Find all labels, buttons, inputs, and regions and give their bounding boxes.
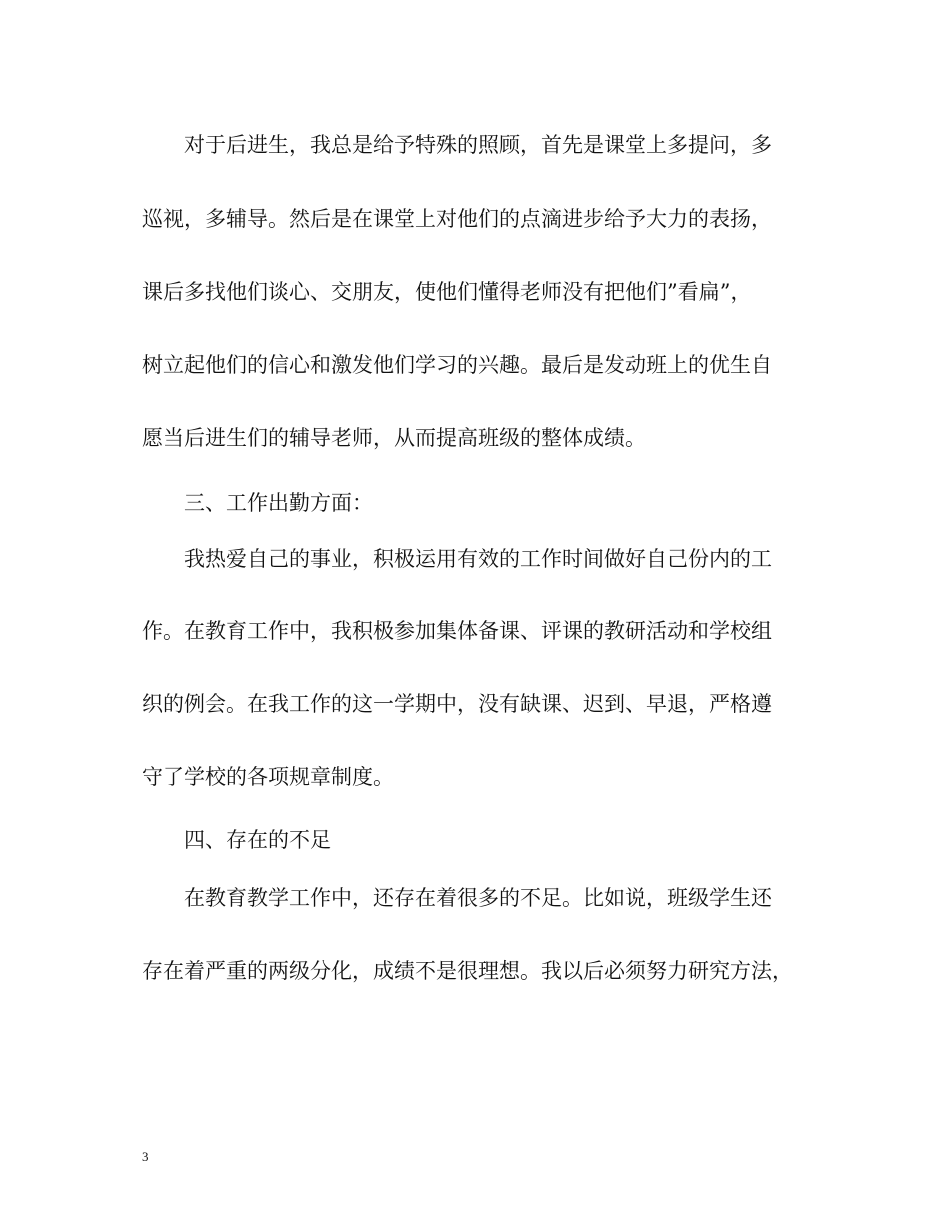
section-heading: 三、工作出勤方面： [184, 491, 373, 515]
text-line: 对于后进生，我总是给予特殊的照顾，首先是课堂上多提问，多 [184, 133, 772, 157]
text-line: 树立起他们的信心和激发他们学习的兴趣。最后是发动班上的优生自 [142, 353, 772, 377]
text-line: 作。在教育工作中，我积极参加集体备课、评课的教研活动和学校组 [142, 619, 772, 643]
text-line: 巡视，多辅导。然后是在课堂上对他们的点滴进步给予大力的表扬， [142, 207, 772, 231]
text-line: 愿当后进生们的辅导老师，从而提高班级的整体成绩。 [142, 426, 646, 450]
text-line: 守了学校的各项规章制度。 [142, 765, 394, 789]
page-number: 3 [142, 1149, 149, 1164]
text-line: 我热爱自己的事业，积极运用有效的工作时间做好自己份内的工 [184, 547, 772, 571]
section-heading: 四、存在的不足 [184, 828, 331, 852]
text-line: 课后多找他们谈心、交朋友，使他们懂得老师没有把他们”看扁”， [142, 280, 752, 304]
text-line: 存在着严重的两级分化，成绩不是很理想。我以后必须努力研究方法， [142, 959, 793, 983]
text-line: 在教育教学工作中，还存在着很多的不足。比如说，班级学生还 [184, 886, 772, 910]
text-line: 织的例会。在我工作的这一学期中，没有缺课、迟到、早退，严格遵 [142, 692, 772, 716]
